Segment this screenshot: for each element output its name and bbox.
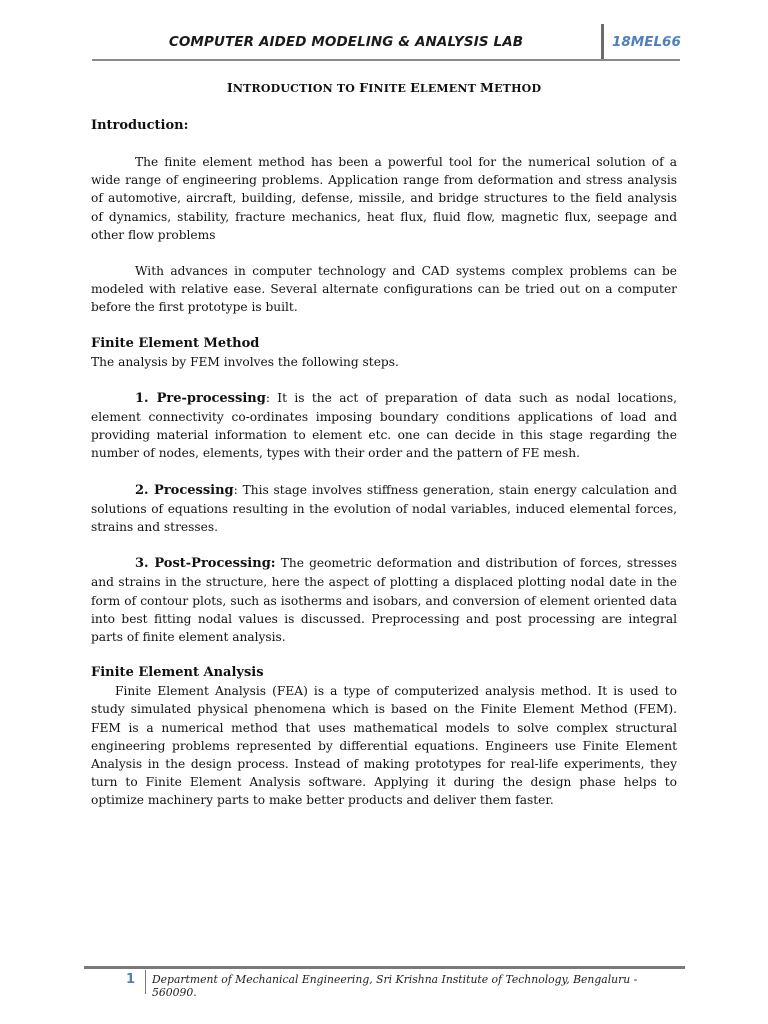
step-post-processing (91, 554, 677, 646)
step-text: The geometric deformation and distribution of forces, stresses and strains in the structure, here the aspect of plotting a displaced plotting nodal date in the form of contour plots, such as isotherms and isobars, and conversion of element oriented data into best fitting nodal values is discussed. Preprocessing and post processing are integral parts of finite element analysis. (91, 556, 678, 645)
step-label: 2. Processing (135, 482, 234, 498)
step-text: This stage involves stiffness generation, stain energy calculation and solutions of equations resulting in the evolution of nodal variables, induced elemental forces, strains and stresses. (91, 482, 677, 535)
step-label: 1. Pre-processing (135, 390, 266, 406)
introduction-heading: Introduction: (91, 118, 189, 133)
document-body (91, 76, 677, 810)
footer-text: Department of Mechanical Engineering, Sri Krishna Institute of Technology, Bengaluru - 560090. (152, 973, 638, 999)
fem-intro: The analysis by FEM involves the following steps. (91, 354, 399, 369)
introduction-paragraph-2: With advances in computer technology and CAD systems complex problems can be modeled with relative ease. Several alternate configurations can be tried out on a computer before the first prototype is built. (91, 264, 677, 315)
document-title: INTRODUCTION TO FINITE ELEMENT METHOD (226, 80, 542, 95)
header-divider (601, 24, 604, 60)
fea-paragraph: Finite Element Analysis (FEA) is a type of computerized analysis method. It is used to study simulated physical phenomena which is based on the Finite Element Method (FEM). FEM is a numerical method that uses mathematical models to solve complex structural engineering problems represented by differential equations. Engineers use Finite Element Analysis in the design process. Instead of making prototypes for real-life experiments, they turn to Finite Element Analysis software. Applying it during the design phase helps to optimize machinery parts to make better products and deliver them faster. (91, 684, 677, 808)
footer-rule (84, 966, 685, 969)
step-processing: 2. Processing: This stage involves stiffness generation, stain energy calculation and solutions of equations resulting in the evolution of nodal variables, induced elemental forces, strains and stresses. (91, 482, 677, 535)
step-pre-processing: 1. Pre-processing: It is the act of preparation of data such as nodal locations, element connectivity co-ordinates imposing boundary conditions applications of load and providing material information to element etc. one can decide in this stage regarding the number of nodes, elements, types with their order and the pattern of FE mesh. (91, 390, 677, 461)
fea-heading: Finite Element Analysis (91, 665, 264, 681)
page-footer (84, 966, 685, 999)
header-title: COMPUTER AIDED MODELING & ANALYSIS LAB (168, 34, 524, 50)
header-rule (92, 59, 680, 61)
fem-heading: Finite Element Method (91, 335, 260, 351)
page-number: 1 (126, 972, 136, 987)
page-header (92, 22, 680, 60)
step-text: It is the act of preparation of data such as nodal locations, element connectivity co-ordinates imposing boundary conditions applications of load and providing material information to element etc. one can decide in this stage regarding the number of nodes, elements, types with their order and the pattern of FE mesh. (91, 390, 677, 461)
course-code: 18MEL66 (612, 34, 681, 50)
footer-divider (145, 970, 146, 994)
introduction-paragraph-1: The finite element method has been a powerful tool for the numerical solution of a wide range of engineering problems. Application range from deformation and stress analysis of automotive, aircraft, building, defense, missile, and bridge structures to the field analysis of dynamics, stability, fracture mechanics, heat flux, fluid flow, magnetic flux, seepage and other flow problems (91, 155, 677, 242)
step-label: 3. Post-Processing: (135, 556, 276, 572)
